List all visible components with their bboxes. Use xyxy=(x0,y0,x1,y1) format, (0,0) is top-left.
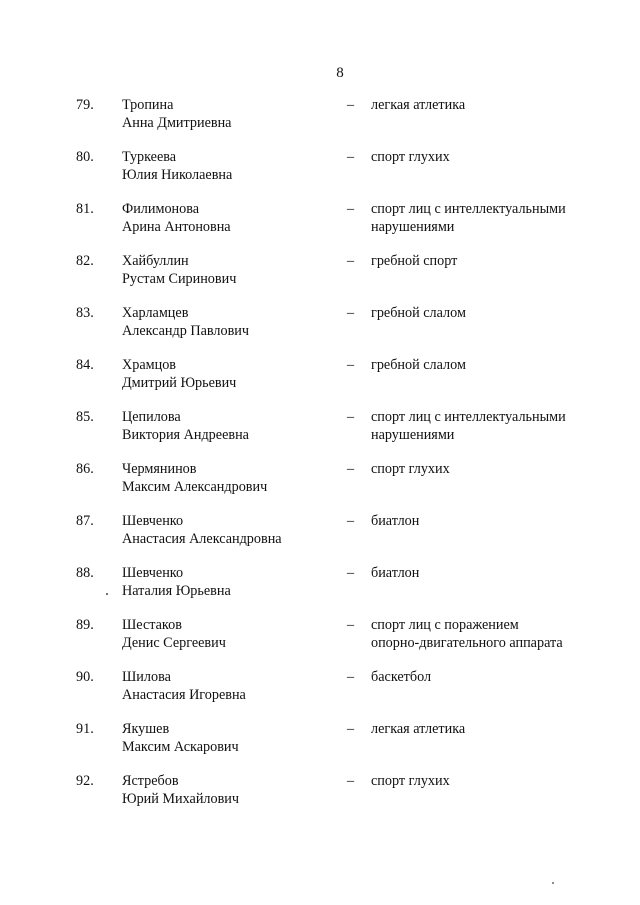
sport-discipline xyxy=(371,148,611,166)
entry-number: 80. xyxy=(76,149,94,165)
sport-line: спорт глухих xyxy=(371,149,450,165)
list-item xyxy=(0,408,640,460)
sport-discipline xyxy=(371,252,611,270)
list-item xyxy=(0,148,640,200)
dash-separator: – xyxy=(347,253,355,269)
list-item xyxy=(0,668,640,720)
sport-line: гребной спорт xyxy=(371,253,458,269)
dash-separator: – xyxy=(347,357,355,373)
athlete-given-name: Максим Аскарович xyxy=(122,739,239,755)
dash-separator: – xyxy=(347,149,355,165)
list-item xyxy=(0,720,640,772)
athlete-surname: Хайбуллин xyxy=(122,253,189,269)
athlete-name xyxy=(122,96,231,132)
list-item xyxy=(0,252,640,304)
athlete-given-name: Анна Дмитриевна xyxy=(122,115,232,131)
athlete-surname: Ястребов xyxy=(122,773,179,789)
page-number: 8 xyxy=(336,65,344,81)
list-item xyxy=(0,616,640,668)
athlete-name xyxy=(122,564,231,600)
athlete-surname: Туркеева xyxy=(122,149,177,165)
athlete-surname: Цепилова xyxy=(122,409,181,425)
athlete-surname: Шилова xyxy=(122,669,171,685)
athlete-name xyxy=(122,616,226,652)
dash-separator: – xyxy=(347,305,355,321)
sport-line: биатлон xyxy=(371,513,420,529)
list-item xyxy=(0,96,640,148)
entry-number: 91. xyxy=(76,721,94,737)
athlete-name xyxy=(122,668,246,704)
athlete-surname: Шевченко xyxy=(122,565,184,581)
athlete-name xyxy=(122,460,267,496)
dash-separator: – xyxy=(347,513,355,529)
sport-line: спорт лиц с интеллектуальными xyxy=(371,409,566,425)
sport-discipline xyxy=(371,564,611,582)
athlete-given-name: Юрий Михайлович xyxy=(122,791,240,807)
entry-number: 82. xyxy=(76,253,94,269)
athlete-given-name: Арина Антоновна xyxy=(122,219,231,235)
athlete-given-name: Максим Александрович xyxy=(122,479,268,495)
athlete-surname: Храмцов xyxy=(122,357,176,373)
list-item xyxy=(0,304,640,356)
entry-number: 88. xyxy=(76,565,94,581)
athlete-surname: Чермянинов xyxy=(122,461,197,477)
sport-line: нарушениями xyxy=(371,219,455,235)
athlete-given-name: Дмитрий Юрьевич xyxy=(122,375,237,391)
sport-line: гребной слалом xyxy=(371,305,466,321)
athlete-given-name: Виктория Андреевна xyxy=(122,427,249,443)
athlete-name xyxy=(122,720,239,756)
sport-discipline xyxy=(371,408,611,444)
athlete-given-name: Юлия Николаевна xyxy=(122,167,233,183)
athlete-surname: Харламцев xyxy=(122,305,189,321)
sport-line: нарушениями xyxy=(371,427,455,443)
dash-separator: – xyxy=(347,773,355,789)
athlete-name xyxy=(122,252,236,288)
sport-discipline xyxy=(371,512,611,530)
sport-line: спорт глухих xyxy=(371,461,450,477)
athlete-surname: Филимонова xyxy=(122,201,200,217)
sport-line: опорно-двигательного аппарата xyxy=(371,635,563,651)
athlete-surname: Тропина xyxy=(122,97,174,113)
athlete-surname: Шестаков xyxy=(122,617,182,633)
athlete-given-name: Денис Сергеевич xyxy=(122,635,226,651)
list-item xyxy=(0,512,640,564)
sport-discipline xyxy=(371,96,611,114)
athlete-name xyxy=(122,408,249,444)
entry-number: 84. xyxy=(76,357,94,373)
athlete-name xyxy=(122,304,249,340)
entry-number: 89. xyxy=(76,617,94,633)
sport-line: гребной слалом xyxy=(371,357,466,373)
sport-line: легкая атлетика xyxy=(371,721,466,737)
sport-line: спорт лиц с поражением xyxy=(371,617,519,633)
sport-line: легкая атлетика xyxy=(371,97,466,113)
athlete-given-name: Рустам Сиринович xyxy=(122,271,237,287)
scan-speck xyxy=(552,882,554,884)
athlete-given-name: Анастасия Александровна xyxy=(122,531,282,547)
dash-separator: – xyxy=(347,201,355,217)
entry-number: 86. xyxy=(76,461,94,477)
sport-discipline xyxy=(371,304,611,322)
athlete-surname: Якушев xyxy=(122,721,170,737)
athlete-given-name: Анастасия Игоревна xyxy=(122,687,246,703)
dash-separator: – xyxy=(347,617,355,633)
dash-separator: – xyxy=(347,461,355,477)
sport-line: спорт лиц с интеллектуальными xyxy=(371,201,566,217)
sport-discipline xyxy=(371,200,611,236)
athlete-name xyxy=(122,200,231,236)
entry-number: 81. xyxy=(76,201,94,217)
list-item xyxy=(0,356,640,408)
list-item xyxy=(0,564,640,616)
list-item xyxy=(0,772,640,824)
athlete-given-name: Наталия Юрьевна xyxy=(122,583,231,599)
scan-speck xyxy=(106,593,108,595)
sport-discipline xyxy=(371,668,611,686)
entry-number: 90. xyxy=(76,669,94,685)
entry-number: 83. xyxy=(76,305,94,321)
list-item xyxy=(0,200,640,252)
athlete-name xyxy=(122,356,236,392)
entry-number: 87. xyxy=(76,513,94,529)
athlete-name xyxy=(122,772,239,808)
dash-separator: – xyxy=(347,721,355,737)
sport-discipline xyxy=(371,616,611,652)
sport-discipline xyxy=(371,356,611,374)
dash-separator: – xyxy=(347,669,355,685)
dash-separator: – xyxy=(347,565,355,581)
athlete-list xyxy=(0,96,640,824)
sport-discipline xyxy=(371,460,611,478)
sport-line: спорт глухих xyxy=(371,773,450,789)
sport-discipline xyxy=(371,772,611,790)
sport-discipline xyxy=(371,720,611,738)
sport-line: биатлон xyxy=(371,565,420,581)
athlete-name xyxy=(122,512,282,548)
athlete-name xyxy=(122,148,232,184)
entry-number: 85. xyxy=(76,409,94,425)
entry-number: 79. xyxy=(76,97,94,113)
list-item xyxy=(0,460,640,512)
entry-number: 92. xyxy=(76,773,94,789)
athlete-given-name: Александр Павлович xyxy=(122,323,250,339)
dash-separator: – xyxy=(347,97,355,113)
sport-line: баскетбол xyxy=(371,669,432,685)
athlete-surname: Шевченко xyxy=(122,513,184,529)
dash-separator: – xyxy=(347,409,355,425)
